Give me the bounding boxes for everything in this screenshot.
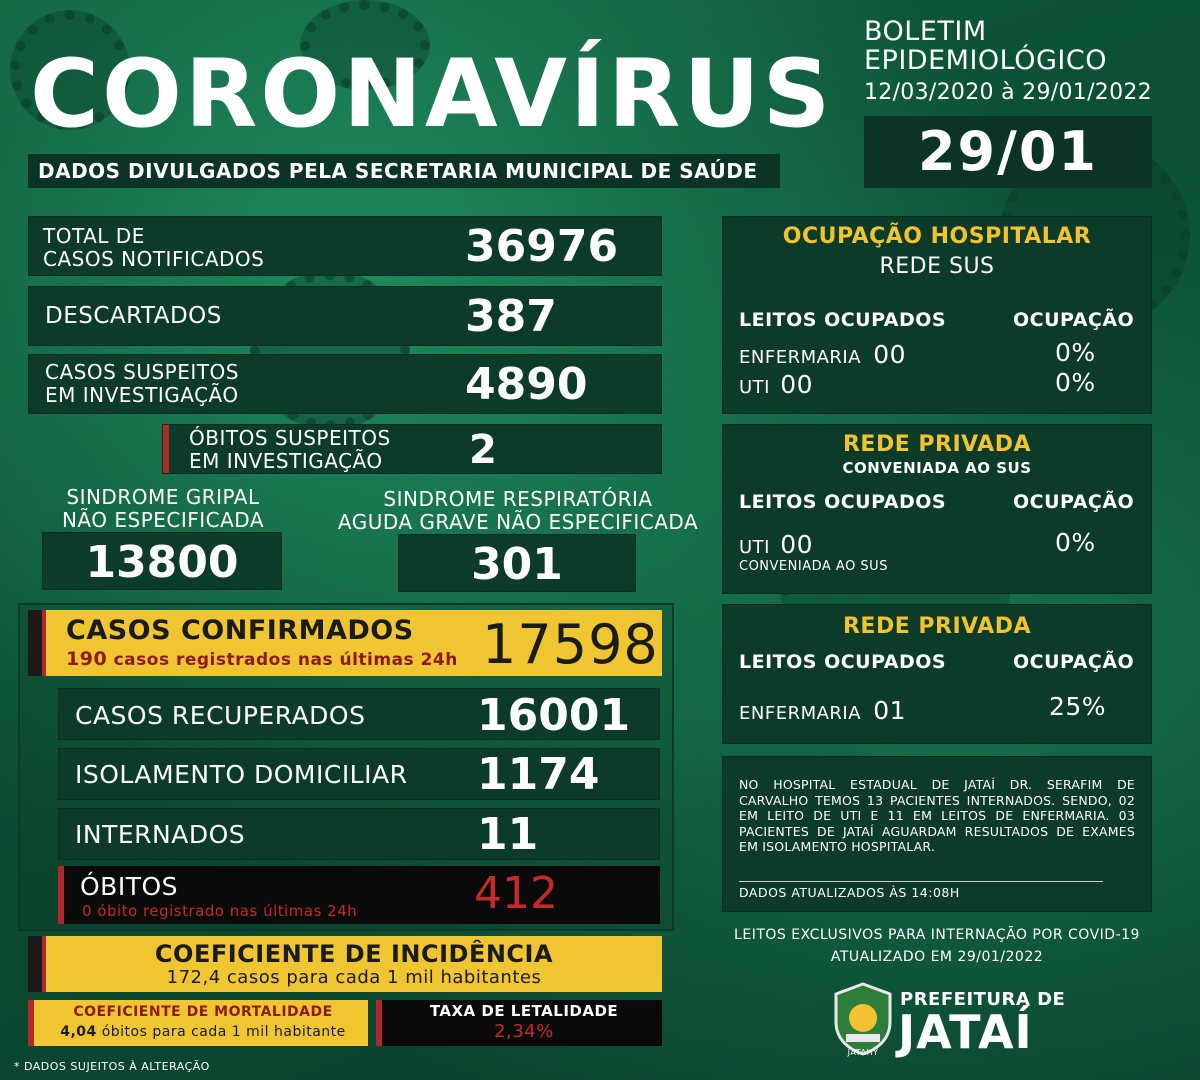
internados-value: 11 <box>477 809 539 860</box>
rede-conveniada-col2: OCUPAÇÃO <box>1013 491 1135 513</box>
mortalidade-value: 4,04 <box>60 1024 97 1040</box>
incidencia-label: COEFICIENTE DE INCIDÊNCIA <box>154 940 554 968</box>
city-seal-text: JATAHY <box>847 1048 879 1057</box>
obitos-sub: 0 óbito registrado nas últimas 24h <box>82 902 358 920</box>
sindrome-gripal-label <box>58 486 268 532</box>
accent-bar <box>28 1000 34 1046</box>
rede-conveniada-uti-pct: 0% <box>1055 528 1096 557</box>
accent-bar <box>28 610 42 676</box>
srag-panel <box>398 534 636 592</box>
obitos-panel <box>58 866 660 924</box>
mortalidade-desc: óbitos para cada 1 mil habitante <box>101 1024 346 1040</box>
city-seal-icon <box>832 982 894 1056</box>
mortalidade-text <box>42 1023 364 1041</box>
confirmados-new <box>66 648 458 672</box>
rede-sus-enf-value: 00 <box>873 340 907 369</box>
rede-privada-enf-row <box>739 696 907 725</box>
rede-privada-col1: LEITOS OCUPADOS <box>739 651 947 673</box>
page-title: CORONAVÍRUS <box>30 40 834 149</box>
recuperados-value: 16001 <box>477 690 631 741</box>
obitos-suspeitos-value: 2 <box>469 427 497 473</box>
srag-label <box>320 488 716 534</box>
bulletin-heading <box>864 17 1107 75</box>
bulletin-range: 12/03/2020 à 29/01/2022 <box>864 80 1152 105</box>
notificados-label <box>43 225 264 271</box>
suspeitos-label-line2: EM INVESTIGAÇÃO <box>45 383 239 407</box>
mortalidade-panel <box>28 1000 368 1046</box>
rede-privada-title: REDE PRIVADA <box>842 614 1031 639</box>
confirmados-panel <box>28 610 662 676</box>
accent-bar <box>28 936 42 992</box>
letalidade-panel <box>376 1000 662 1046</box>
page-subtitle: DADOS DIVULGADOS PELA SECRETARIA MUNICIPAL DE SAÚDE <box>28 154 780 188</box>
confirmados-new-text: casos registrados nas últimas 24h <box>113 650 458 670</box>
rede-conveniada-col1: LEITOS OCUPADOS <box>739 491 947 513</box>
exclusive-beds-line1: LEITOS EXCLUSIVOS PARA INTERNAÇÃO POR COVID-19 <box>734 927 1140 943</box>
sindrome-gripal-panel <box>42 532 282 590</box>
logo-line1: PREFEITURA DE <box>900 989 1066 1010</box>
exclusive-beds-note <box>722 924 1152 968</box>
bulletin-date: 29/01 <box>864 116 1152 188</box>
obitos-label: ÓBITOS <box>80 872 179 901</box>
rede-conveniada-subtitle: CONVENIADA AO SUS <box>842 459 1032 477</box>
isolamento-panel <box>58 748 660 800</box>
rede-conveniada-uti-label: UTI <box>739 537 770 558</box>
obitos-suspeitos-panel <box>162 424 662 474</box>
internados-panel <box>58 808 660 860</box>
incidencia-panel <box>28 936 662 992</box>
accent-bar <box>163 425 169 473</box>
suspeitos-label <box>45 361 239 407</box>
letalidade-label: TAXA DE LETALIDADE <box>429 1002 619 1020</box>
isolamento-label: ISOLAMENTO DOMICILIAR <box>75 760 408 789</box>
recuperados-label: CASOS RECUPERADOS <box>75 701 366 730</box>
rede-conveniada-uti-row <box>739 530 814 559</box>
sindrome-gripal-line1: SINDROME GRIPAL <box>66 485 260 509</box>
accent-bar <box>58 866 64 924</box>
mortalidade-label: COEFICIENTE DE MORTALIDADE <box>73 1004 333 1020</box>
bulletin-heading-line1: BOLETIM <box>864 16 987 47</box>
rede-privada-enf-label: ENFERMARIA <box>739 703 862 724</box>
rede-sus-panel <box>722 216 1152 414</box>
sindrome-gripal-value: 13800 <box>85 537 239 588</box>
rede-sus-uti-row <box>739 370 814 399</box>
obitos-value: 412 <box>474 868 558 919</box>
hospital-note-text: NO HOSPITAL ESTADUAL DE JATAÍ DR. SERAFIM DE CARVALHO TEMOS 13 PACIENTES INTERNADOS. SENDO, 02 EM LEITO DE UTI E 11 EM LEITOS DE ENFERMARIA. 03 PACIENTES DE JATAÍ AGUARDAM RESULTADOS DE EXAMES EM ISOLAMENTO HOSPITALAR. <box>739 777 1135 854</box>
notificados-label-line1: TOTAL DE <box>43 224 145 248</box>
isolamento-value: 1174 <box>477 749 600 800</box>
rede-conveniada-note: CONVENIADA AO SUS <box>739 559 888 574</box>
rede-sus-enf-row <box>739 340 907 369</box>
descartados-panel <box>28 286 662 346</box>
suspeitos-panel <box>28 354 662 414</box>
notificados-panel <box>28 216 662 276</box>
rede-sus-subtitle: REDE SUS <box>879 254 995 279</box>
confirmados-label: CASOS CONFIRMADOS <box>66 615 414 646</box>
descartados-value: 387 <box>465 291 557 342</box>
hospital-note-panel <box>722 756 1152 912</box>
logo-line2: JATAÍ <box>898 1005 1033 1059</box>
rede-sus-enf-pct: 0% <box>1055 338 1096 367</box>
notificados-label-line2: CASOS NOTIFICADOS <box>43 247 265 271</box>
sindrome-gripal-line2: NÃO ESPECIFICADA <box>61 508 265 532</box>
bulletin-heading-line2: EPIDEMIOLÓGICO <box>864 45 1107 76</box>
rede-privada-enf-pct: 25% <box>1049 692 1107 721</box>
rede-conveniada-title: REDE PRIVADA <box>842 432 1031 457</box>
confirmados-value: 17598 <box>482 613 659 676</box>
accent-bar <box>376 1000 382 1046</box>
rede-sus-uti-value: 00 <box>780 370 814 399</box>
suspeitos-value: 4890 <box>465 359 588 410</box>
rede-conveniada-uti-value: 00 <box>780 530 814 559</box>
footnote: * DADOS SUJEITOS À ALTERAÇÃO <box>14 1060 210 1073</box>
descartados-label: DESCARTADOS <box>45 303 222 329</box>
confirmados-new-count: 190 <box>66 648 108 670</box>
suspeitos-label-line1: CASOS SUSPEITOS <box>45 360 239 384</box>
letalidade-value: 2,34% <box>494 1021 554 1042</box>
notificados-value: 36976 <box>465 221 619 272</box>
srag-value: 301 <box>471 539 563 590</box>
rede-sus-title: OCUPAÇÃO HOSPITALAR <box>782 224 1092 249</box>
srag-label-line1: SINDROME RESPIRATÓRIA <box>383 487 653 511</box>
obitos-suspeitos-label-line2: EM INVESTIGAÇÃO <box>189 449 383 473</box>
rede-privada-enf-value: 01 <box>873 696 907 725</box>
internados-label: INTERNADOS <box>75 820 246 849</box>
note-divider <box>739 881 1103 882</box>
rede-sus-enf-label: ENFERMARIA <box>739 347 862 368</box>
incidencia-sub: 172,4 casos para cada 1 mil habitantes <box>166 967 542 988</box>
rede-sus-uti-label: UTI <box>739 377 770 398</box>
exclusive-beds-line2: ATUALIZADO EM 29/01/2022 <box>830 949 1044 965</box>
obitos-suspeitos-label-line1: ÓBITOS SUSPEITOS <box>189 426 391 450</box>
rede-privada-col2: OCUPAÇÃO <box>1013 651 1135 673</box>
rede-sus-col2: OCUPAÇÃO <box>1013 309 1135 331</box>
rede-privada-panel <box>722 604 1152 744</box>
srag-label-line2: AGUDA GRAVE NÃO ESPECIFICADA <box>337 510 699 534</box>
rede-conveniada-panel <box>722 424 1152 594</box>
rede-sus-uti-pct: 0% <box>1055 368 1096 397</box>
hospital-note-updated: DADOS ATUALIZADOS ÀS 14:08H <box>739 885 960 900</box>
recuperados-panel <box>58 688 660 740</box>
obitos-suspeitos-label <box>189 427 391 473</box>
accent-bar <box>42 610 46 676</box>
rede-sus-col1: LEITOS OCUPADOS <box>739 309 947 331</box>
